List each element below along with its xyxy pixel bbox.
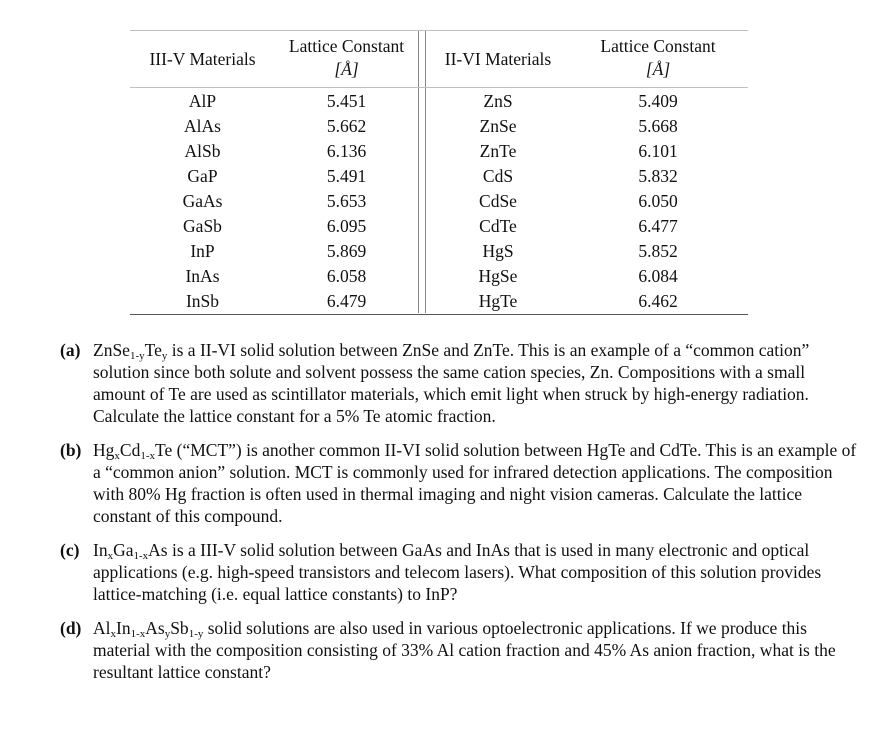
table-header-row [130, 30, 748, 88]
iii-v-lattice-constant: 6.058 [326, 266, 367, 286]
question-b-formula [93, 440, 172, 460]
header-lattice-constant-1-unit: [Å] [334, 59, 359, 79]
formula-subscript: y [161, 350, 168, 362]
ii-vi-material: CdSe [479, 191, 517, 211]
ii-vi-lattice-constant: 5.832 [638, 166, 678, 186]
header-lattice-constant-2-unit: [Å] [645, 59, 671, 79]
ii-vi-material: HgTe [478, 291, 518, 311]
table-row [130, 114, 748, 139]
question-d-formula [93, 618, 203, 638]
formula-subscript: 1-y [188, 628, 204, 640]
iii-v-material: AlAs [184, 116, 221, 136]
question-a-letter: (a) [60, 340, 81, 360]
ii-vi-material: HgS [482, 241, 514, 261]
ii-vi-material: CdS [482, 166, 514, 186]
iii-v-lattice-constant: 6.095 [326, 216, 367, 236]
ii-vi-material: ZnS [483, 91, 513, 111]
header-lattice-constant-2 [568, 31, 748, 81]
iii-v-material: GaP [187, 166, 218, 186]
iii-v-material: GaSb [183, 216, 222, 236]
ii-vi-material: ZnTe [479, 141, 517, 161]
table-row [130, 189, 748, 214]
formula-subscript: 1-x [133, 550, 149, 562]
iii-v-lattice-constant: 5.451 [326, 91, 367, 111]
iii-v-material: InAs [185, 266, 220, 286]
question-d-text: solid solutions are also used in various optoelectronic applications. If we produce this material with the composition consisting of 33% Al cation fraction and 45% As anion fraction, what is the resultant lattice constant? [93, 618, 836, 682]
iii-v-material: AlSb [184, 141, 221, 161]
question-c-text: is a III-V solid solution between GaAs and InAs that is used in many electronic and optical applications (e.g. high-speed transistors and telecom lasers). What composition of this solution provides lattice-matching (i.e. equal lattice constants) to InP? [93, 540, 822, 604]
formula-subscript: x [107, 550, 114, 562]
question-a-text: is a II-VI solid solution between ZnSe and ZnTe. This is an example of a “common cation” solution since both solute and solvent possess the same cation species, Zn. Compositions with a small amount of Te are used as scintillator materials, which emit light when struck by high-energy radiation. Calculate the lattice constant for a 5% Te atomic fraction. [93, 340, 810, 426]
table-row [130, 139, 748, 164]
question-d-letter: (d) [60, 618, 82, 638]
question-c [60, 539, 860, 605]
iii-v-lattice-constant: 5.662 [326, 116, 367, 136]
formula-part: Cd [119, 440, 141, 460]
formula-subscript: y [164, 628, 171, 640]
ii-vi-lattice-constant: 6.084 [638, 266, 678, 286]
ii-vi-lattice-constant: 5.409 [638, 91, 678, 111]
header-lattice-constant-1 [275, 31, 418, 81]
formula-subscript: x [114, 450, 120, 462]
ii-vi-lattice-constant: 6.101 [638, 141, 678, 161]
iii-v-lattice-constant: 6.479 [326, 291, 367, 311]
formula-part: As [148, 540, 168, 560]
table-row [130, 164, 748, 189]
question-b-text: (“MCT”) is another common II-VI solid solution between HgTe and CdTe. This is an example of a “common anion” solution. MCT is commonly used for infrared detection applications. The composition with 80% Hg fraction is often used in thermal imaging and night vision cameras. Calculate the lattice constant of this compound. [93, 440, 857, 526]
ii-vi-material: CdTe [479, 216, 517, 236]
iii-v-material: AlP [188, 91, 217, 111]
iii-v-lattice-constant: 5.491 [326, 166, 367, 186]
question-b [60, 439, 860, 527]
iii-v-lattice-constant: 5.869 [326, 241, 367, 261]
table-body [130, 88, 748, 315]
formula-part: Hg [93, 440, 115, 460]
lattice-constant-table [130, 30, 748, 315]
formula-subscript: x [110, 628, 116, 640]
table-row [130, 264, 748, 289]
iii-v-material: InP [190, 241, 215, 261]
question-c-letter: (c) [60, 540, 80, 560]
ii-vi-lattice-constant: 6.050 [638, 191, 678, 211]
question-c-formula [93, 540, 168, 560]
formula-part: Te [155, 440, 173, 460]
formula-part: Ga [113, 540, 134, 560]
formula-part: As [145, 618, 165, 638]
formula-part: In [93, 540, 108, 560]
table-row [130, 89, 748, 114]
ii-vi-lattice-constant: 6.477 [638, 216, 678, 236]
formula-part: Al [93, 618, 111, 638]
ii-vi-material: ZnSe [479, 116, 517, 136]
question-a-formula [93, 340, 167, 360]
question-b-letter: (b) [60, 440, 82, 460]
ii-vi-material: HgSe [478, 266, 518, 286]
formula-part: In [116, 618, 131, 638]
question-a [60, 339, 860, 427]
header-lattice-constant-1-title: Lattice Constant [288, 36, 405, 56]
header-iii-v-materials: III-V Materials [149, 49, 256, 69]
iii-v-lattice-constant: 6.136 [326, 141, 367, 161]
table-row [130, 289, 748, 314]
header-lattice-constant-2-title: Lattice Constant [600, 36, 716, 56]
header-ii-vi-materials: II-VI Materials [444, 49, 552, 69]
ii-vi-lattice-constant: 6.462 [638, 291, 678, 311]
table-row [130, 239, 748, 264]
iii-v-lattice-constant: 5.653 [326, 191, 367, 211]
iii-v-material: GaAs [182, 191, 223, 211]
formula-part: ZnSe [93, 340, 130, 360]
formula-subscript: 1-x [130, 628, 146, 640]
formula-part: Sb [170, 618, 189, 638]
table-row [130, 214, 748, 239]
formula-part: Te [144, 340, 162, 360]
formula-subscript: 1-x [140, 450, 155, 462]
question-list [60, 339, 860, 695]
ii-vi-lattice-constant: 5.852 [638, 241, 678, 261]
formula-subscript: 1-y [129, 350, 145, 362]
question-d [60, 617, 860, 683]
iii-v-material: InSb [185, 291, 220, 311]
ii-vi-lattice-constant: 5.668 [638, 116, 678, 136]
